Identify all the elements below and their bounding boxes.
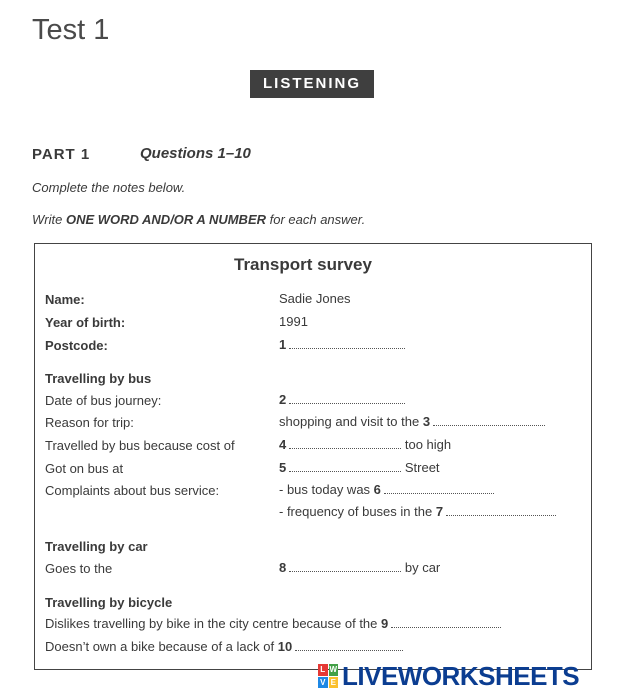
answer-blank[interactable] <box>289 438 401 449</box>
got-on-label: Got on bus at <box>45 461 124 476</box>
question-number: 8 <box>279 560 287 575</box>
answer-blank[interactable] <box>446 505 556 516</box>
answer-blank[interactable] <box>433 415 545 426</box>
question-number: 9 <box>381 616 389 631</box>
question-number: 3 <box>422 414 431 429</box>
answer-3[interactable]: shopping and visit to the 3 <box>279 414 545 429</box>
answer-blank[interactable] <box>384 483 494 494</box>
part-label: PART 1 <box>32 146 91 163</box>
question-number: 6 <box>373 482 381 497</box>
question-number: 10 <box>277 639 293 654</box>
bus-heading: Travelling by bus <box>45 371 152 386</box>
year-of-birth-label: Year of birth: <box>45 315 126 330</box>
answer-5[interactable]: 5 Street <box>279 460 440 475</box>
liveworksheets-logo <box>318 662 579 690</box>
answer-blank[interactable] <box>289 561 401 572</box>
logo-mark-icon: L W V E <box>318 664 338 688</box>
answer-10[interactable]: Doesn’t own a bike because of a lack of 10 <box>45 639 403 654</box>
answer-2[interactable] <box>279 392 405 407</box>
reason-label: Reason for trip: <box>45 415 134 430</box>
answer-8[interactable]: 8 by car <box>279 560 441 575</box>
survey-title: Transport survey <box>234 255 372 274</box>
instruction-complete: Complete the notes below. <box>32 180 186 195</box>
answer-9[interactable]: Dislikes travelling by bike in the city centre because of the 9 <box>45 616 501 631</box>
answer-blank[interactable] <box>289 393 405 404</box>
date-label: Date of bus journey: <box>45 393 162 408</box>
complaints-label: Complaints about bus service: <box>45 483 220 498</box>
answer-7[interactable]: - frequency of buses in the 7 <box>279 504 556 519</box>
answer-blank[interactable] <box>391 617 501 628</box>
bicycle-heading: Travelling by bicycle <box>45 595 173 610</box>
section-badge: LISTENING <box>250 70 374 98</box>
name-label: Name: <box>45 292 85 307</box>
answer-blank[interactable] <box>289 461 401 472</box>
answer-blank[interactable] <box>289 338 405 349</box>
question-number: 1 <box>279 337 287 352</box>
page-title: Test 1 <box>32 14 110 46</box>
postcode-label: Postcode: <box>45 338 108 353</box>
goes-label: Goes to the <box>45 561 113 576</box>
instruction-write: Write ONE WORD AND/OR A NUMBER for each answer. <box>32 212 366 227</box>
question-number: 4 <box>279 437 287 452</box>
answer-6[interactable]: - bus today was 6 <box>279 482 494 497</box>
answer-1[interactable] <box>279 337 405 352</box>
cost-label: Travelled by bus because cost of <box>45 438 235 453</box>
year-of-birth-value: 1991 <box>279 314 308 329</box>
part-questions: Questions 1–10 <box>140 145 251 162</box>
answer-blank[interactable] <box>295 640 403 651</box>
question-number: 5 <box>279 460 287 475</box>
name-value: Sadie Jones <box>279 291 351 306</box>
question-number: 7 <box>435 504 444 519</box>
car-heading: Travelling by car <box>45 539 148 554</box>
logo-text: LIVEWORKSHEETS <box>342 660 580 691</box>
answer-4[interactable]: 4 too high <box>279 437 452 452</box>
question-number: 2 <box>279 392 287 407</box>
